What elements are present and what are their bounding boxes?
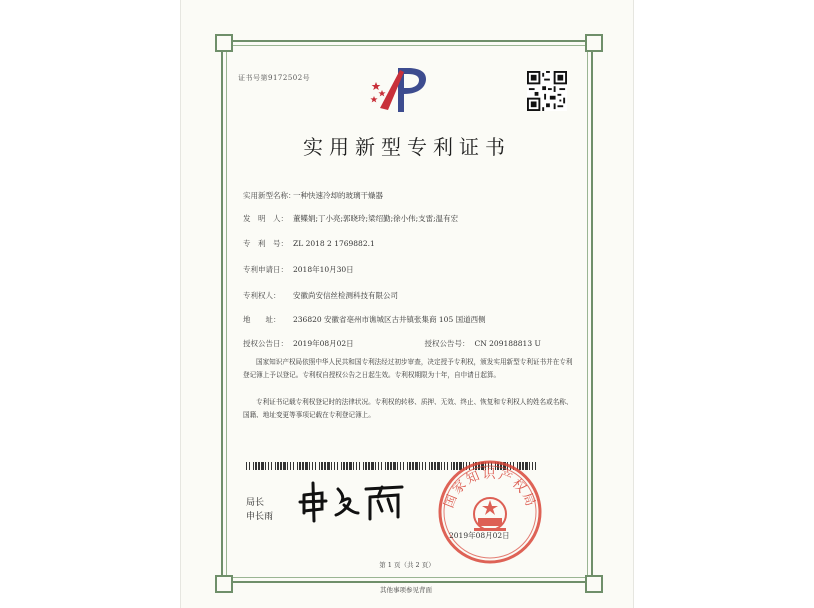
field-value: 一种快速冷却的玻璃干燥器 (293, 191, 383, 200)
barcode-bar (315, 462, 316, 470)
barcode-bar (412, 462, 414, 470)
barcode-bar (319, 462, 320, 470)
barcode-bar (305, 462, 308, 470)
certificate-title: 实用新型专利证书 (303, 135, 511, 159)
barcode-bar (327, 462, 330, 470)
barcode-bar (309, 462, 310, 470)
director-signature (298, 475, 408, 525)
field-label: 专 利 号： (243, 239, 288, 248)
certificate-legal-status-paragraph: 专利证书记载专利权登记时的法律状况。专利权的转移、质押、无效、终止、恢复和专利权人的姓名或名称、国籍、地址变更等事项记载在专利登记簿上。 (243, 398, 573, 419)
barcode-bar (261, 462, 264, 470)
field-label: 专利申请日： (243, 265, 288, 274)
barcode-bar (255, 462, 257, 470)
barcode-bar (371, 462, 374, 470)
field-value: 236820 安徽省亳州市谯城区古井镇张集商 105 国道西侧 (293, 315, 486, 324)
barcode-bar (419, 462, 420, 470)
barcode-bar (293, 462, 294, 470)
barcode-bar (265, 462, 266, 470)
barcode-bar (283, 462, 286, 470)
barcode-bar (365, 462, 367, 470)
barcode-bar (321, 462, 323, 470)
barcode-bar (271, 462, 272, 470)
barcode-bar (346, 462, 348, 470)
barcode-bar (253, 462, 254, 470)
barcode-bar (343, 462, 345, 470)
barcode-bar (425, 462, 426, 470)
barcode-bar (302, 462, 304, 470)
barcode-bar (387, 462, 389, 470)
barcode-bar (280, 462, 282, 470)
barcode-bar (415, 462, 418, 470)
barcode-bar (359, 462, 360, 470)
barcode-bar (368, 462, 370, 470)
barcode-bar (341, 462, 342, 470)
director-title: 局长 (246, 498, 265, 508)
field-label: 实用新型名称： (243, 191, 296, 200)
field-value: 董鲽娟;丁小亮;郭晓玲;梁绍勤;徐小伟;支雷;温有宏 (293, 214, 459, 223)
qr-code-icon (527, 71, 567, 111)
barcode-bar (275, 462, 276, 470)
barcode-bar (353, 462, 354, 470)
barcode-bar (337, 462, 338, 470)
barcode-bar (431, 462, 433, 470)
barcode-bar (258, 462, 260, 470)
barcode-bar (378, 462, 379, 470)
footer-note: 其他事项参见背面 (380, 586, 432, 594)
border-corner-ornament (215, 34, 233, 52)
barcode-bar (390, 462, 392, 470)
barcode-bar (429, 462, 430, 470)
barcode-bar (324, 462, 326, 470)
field-inventors (243, 213, 458, 224)
barcode-bar (249, 462, 250, 470)
field-address (243, 314, 486, 325)
certificate-number: 证书号第9172502号 (238, 74, 311, 82)
field-value: 安徽尚安信丝检测科技有限公司 (293, 291, 398, 300)
barcode-bar (397, 462, 398, 470)
field-label: 授权公告号： (424, 339, 470, 348)
barcode-bar (297, 462, 298, 470)
certificate-statement-paragraph: 国家知识产权局依照中华人民共和国专利法经过初步审查，决定授予专利权，颁发实用新型专利证书并在专利登记簿上予以登记。专利权自授权公告之日起生效。专利权期限为十年，自申请日起算。 (243, 358, 573, 379)
barcode-bar (403, 462, 404, 470)
field-label: 地 址： (243, 315, 281, 324)
field-value: 2018年10月30日 (293, 265, 354, 274)
barcode-bar (299, 462, 301, 470)
director-name: 申长雨 (246, 512, 274, 522)
barcode-bar (422, 462, 423, 470)
field-utility-model-name (243, 190, 383, 201)
field-label: 授权公告日： (243, 339, 288, 348)
field-value: 2019年08月02日 (293, 339, 354, 348)
barcode-bar (409, 462, 411, 470)
field-value: ZL 2018 2 1769882.1 (293, 239, 375, 248)
barcode-bar (312, 462, 313, 470)
field-grant-announcement (243, 338, 541, 349)
field-value: CN 209188813 U (474, 339, 541, 348)
barcode-bar (363, 462, 364, 470)
field-label: 发 明 人： (243, 214, 288, 223)
field-application-date (243, 264, 354, 275)
barcode-bar (375, 462, 376, 470)
seal-text: 国家知识产权局 (441, 467, 539, 511)
barcode-bar (385, 462, 386, 470)
barcode-bar (334, 462, 335, 470)
barcode-bar (290, 462, 291, 470)
barcode-bar (381, 462, 382, 470)
field-patent-number (243, 238, 375, 249)
field-patentee (243, 290, 398, 301)
barcode-bar (356, 462, 357, 470)
barcode-bar (393, 462, 396, 470)
field-label: 专利权人： (243, 291, 281, 300)
barcode-bar (268, 462, 269, 470)
patent-office-logo-icon (368, 64, 432, 116)
barcode-bar (331, 462, 332, 470)
barcode-bar (400, 462, 401, 470)
page-number: 第 1 页（共 2 页） (379, 561, 435, 569)
seal-date: 2019年08月02日 (449, 531, 510, 540)
barcode-bar (287, 462, 288, 470)
barcode-bar (407, 462, 408, 470)
barcode-bar (277, 462, 279, 470)
barcode-bar (349, 462, 352, 470)
barcode-bar (246, 462, 247, 470)
border-corner-ornament (585, 34, 603, 52)
official-seal-icon (434, 456, 546, 568)
